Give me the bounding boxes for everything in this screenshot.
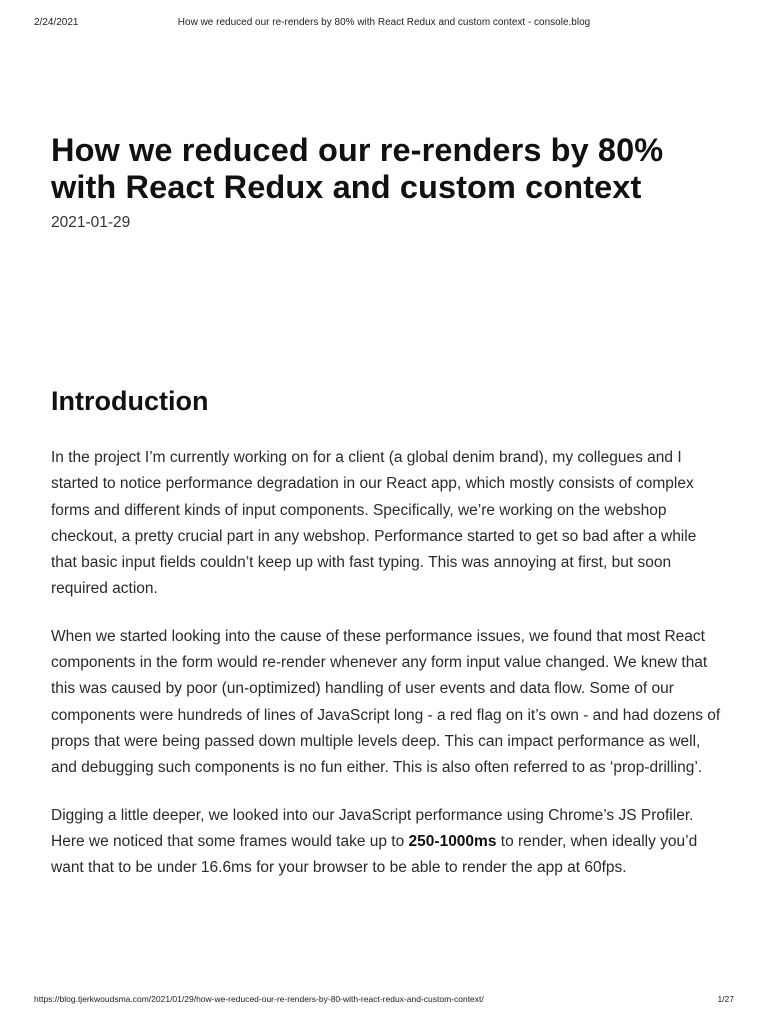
article-date: 2021-01-29 bbox=[51, 214, 131, 231]
print-page-title: How we reduced our re-renders by 80% with React Redux and custom context - console.blog bbox=[177, 17, 591, 28]
article-title: How we reduced our re-renders by 80% with React Redux and custom context bbox=[51, 132, 664, 205]
print-date: 2/24/2021 bbox=[34, 17, 79, 28]
article bbox=[51, 132, 721, 877]
paragraph-3-text-start: Digging a little deeper, we looked into our JavaScript performance using Chrome’s JS Profiler. Here we noticed that some frames would take up to bbox=[51, 806, 694, 850]
paragraph-3-text-end: to render, when ideally you’d want that to be under 16.6ms for your browser to be able to render the app at 60fps. bbox=[51, 832, 698, 877]
section-heading-introduction: Introduction bbox=[51, 386, 209, 416]
print-page-number: 1/27 bbox=[717, 994, 734, 1004]
article-body bbox=[51, 445, 723, 902]
paragraph-1: In the project I’m currently working on for a client (a global denim brand), my collegues and I started to notice performance degradation in our React app, which mostly consists of complex forms and different kinds of input components. Specifically, we’re working on the webshop checkout, a pretty crucial part in any webshop. Performance started to get so bad after a while that basic input fields couldn’t keep up with fast typing. This was annoying at first, but soon required action. bbox=[51, 449, 697, 598]
print-footer bbox=[34, 994, 734, 1008]
paragraph-2: When we started looking into the cause of these performance issues, we found that most React components in the form would re-render whenever any form input value changed. We knew that this was caused by poor (un-optimized) handling of user events and data flow. Some of our components were hundreds of lines of JavaScript long - a red flag on it’s own - and had dozens of props that were being passed down multiple levels deep. This can impact performance as well, and debugging such components is no fun either. This is also often referred to as ‘prop-drilling’. bbox=[51, 627, 721, 777]
print-header bbox=[34, 17, 734, 31]
print-url: https://blog.tjerkwoudsma.com/2021/01/29/how-we-reduced-our-re-renders-by-80-with-react-redux-and-custom-context/ bbox=[34, 994, 484, 1004]
paragraph-3 bbox=[51, 803, 723, 882]
render-time-highlight: 250-1000ms bbox=[408, 832, 497, 850]
